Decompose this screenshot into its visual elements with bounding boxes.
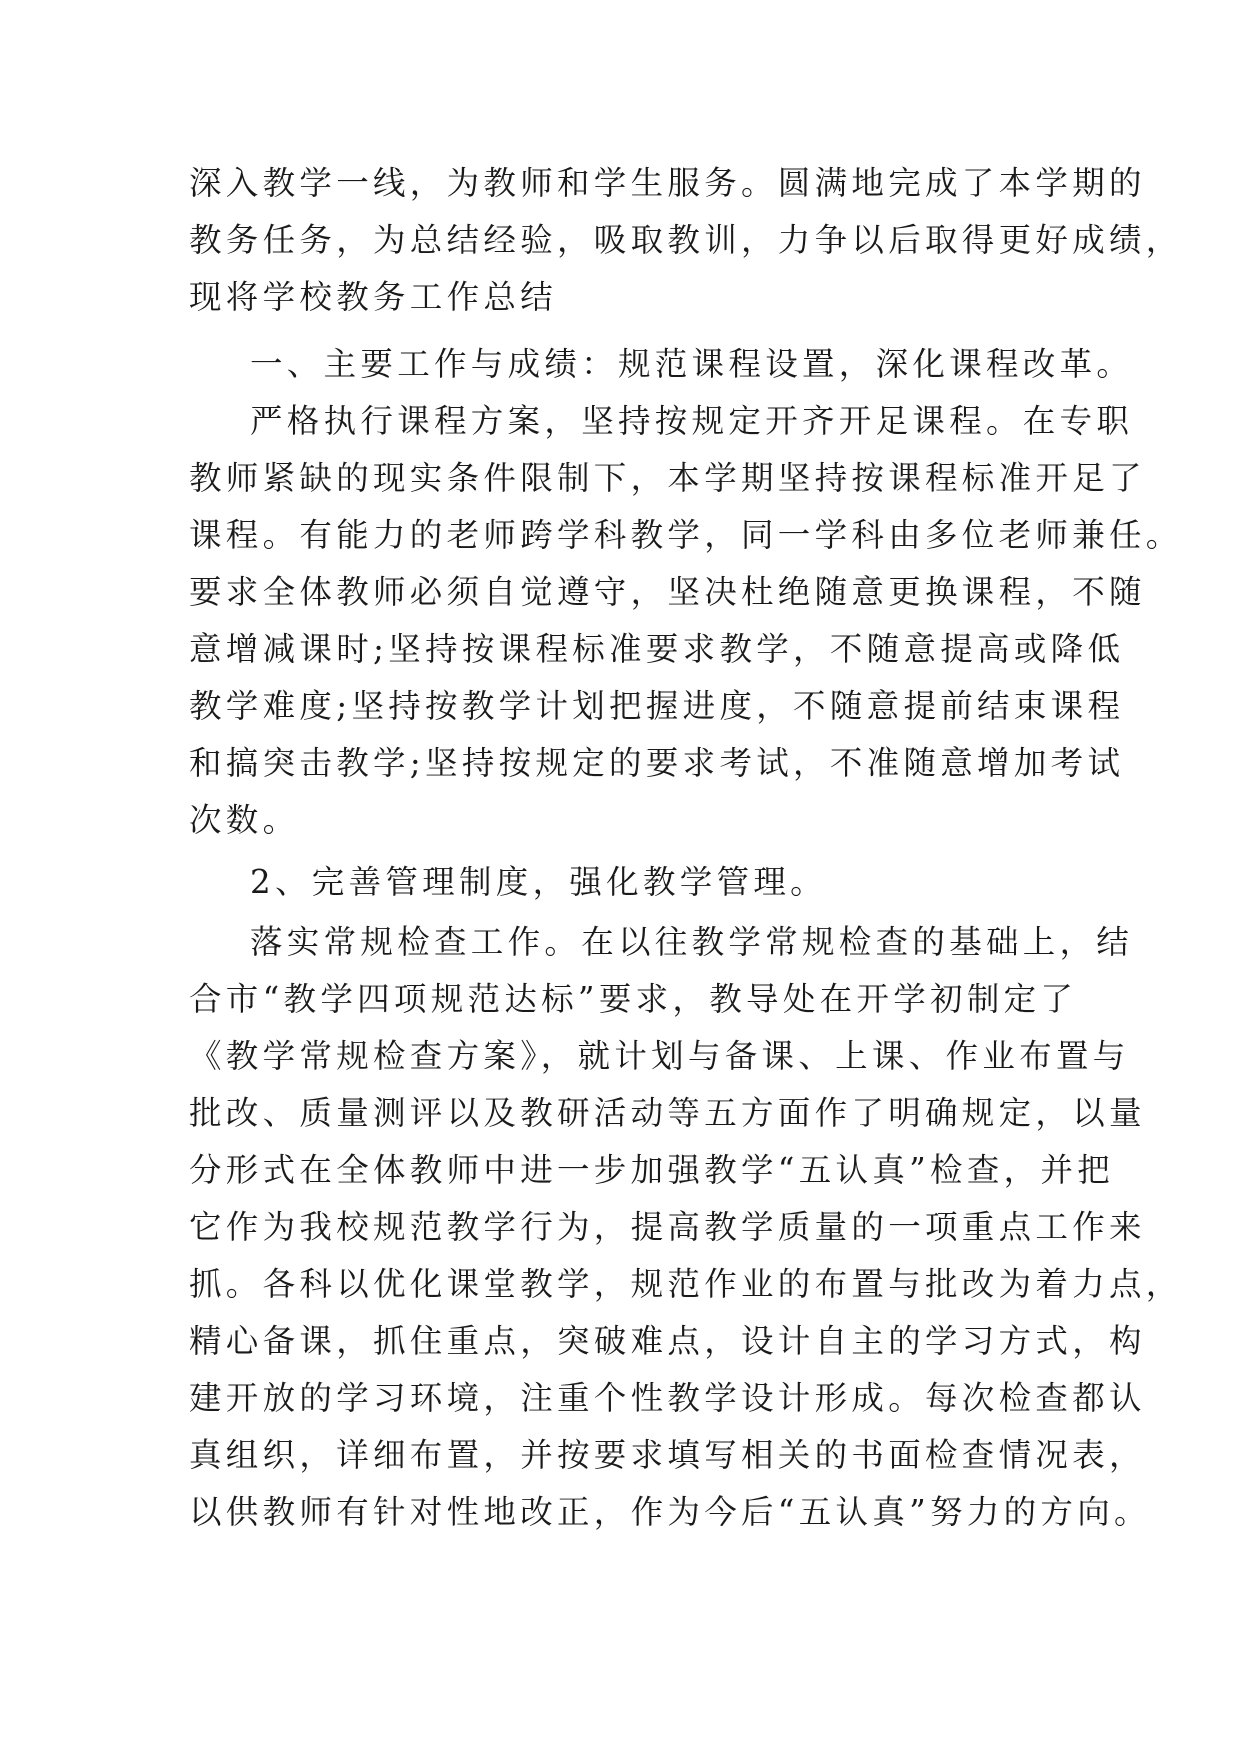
section-heading: 一、主要工作与成绩：规范课程设置，深化课程改革。 — [250, 345, 1134, 383]
body-text-line: 以供教师有针对性地改正，作为今后“五认真”努力的方向。 — [189, 1493, 1151, 1531]
body-text-line: 它作为我校规范教学行为，提高教学质量的一项重点工作来 — [189, 1208, 1146, 1246]
body-text-line: 和搞突击教学;坚持按规定的要求考试，不准随意增加考试 — [189, 744, 1125, 782]
paragraph-first-line: 落实常规检查工作。在以往教学常规检查的基础上，结 — [250, 923, 1134, 961]
body-text-line: 抓。各科以优化课堂教学，规范作业的布置与批改为着力点， — [189, 1265, 1183, 1303]
body-text-line: 《教学常规检查方案》，就计划与备课、上课、作业布置与 — [189, 1037, 1130, 1075]
body-text-line: 批改、质量测评以及教研活动等五方面作了明确规定，以量 — [189, 1094, 1146, 1132]
body-text-line: 课程。有能力的老师跨学科教学，同一学科由多位老师兼任。 — [189, 516, 1183, 554]
body-text-line: 深入教学一线，为教师和学生服务。圆满地完成了本学期的 — [189, 164, 1146, 202]
body-text-line: 合市“教学四项规范达标”要求，教导处在开学初制定了 — [189, 980, 1078, 1018]
paragraph-first-line: 严格执行课程方案，坚持按规定开齐开足课程。在专职 — [250, 402, 1134, 440]
body-text-line: 建开放的学习环境，注重个性教学设计形成。每次检查都认 — [189, 1379, 1146, 1417]
body-text-line: 现将学校教务工作总结 — [189, 278, 558, 316]
body-text-line: 要求全体教师必须自觉遵守，坚决杜绝随意更换课程，不随 — [189, 573, 1146, 611]
body-text-line: 教师紧缺的现实条件限制下，本学期坚持按课程标准开足了 — [189, 459, 1146, 497]
body-text-line: 真组织，详细布置，并按要求填写相关的书面检查情况表， — [189, 1436, 1146, 1474]
body-text-line: 次数。 — [189, 801, 300, 839]
body-text-line: 教学难度;坚持按教学计划把握进度，不随意提前结束课程 — [189, 687, 1125, 725]
body-text-line: 意增减课时;坚持按课程标准要求教学，不随意提高或降低 — [189, 630, 1125, 668]
section-heading: 2、完善管理制度，强化教学管理。 — [250, 863, 827, 901]
body-text-line: 精心备课，抓住重点，突破难点，设计自主的学习方式，构 — [189, 1322, 1146, 1360]
body-text-line: 教务任务，为总结经验，吸取教训，力争以后取得更好成绩， — [189, 221, 1183, 259]
body-text-line: 分形式在全体教师中进一步加强教学“五认真”检查，并把 — [189, 1151, 1115, 1189]
